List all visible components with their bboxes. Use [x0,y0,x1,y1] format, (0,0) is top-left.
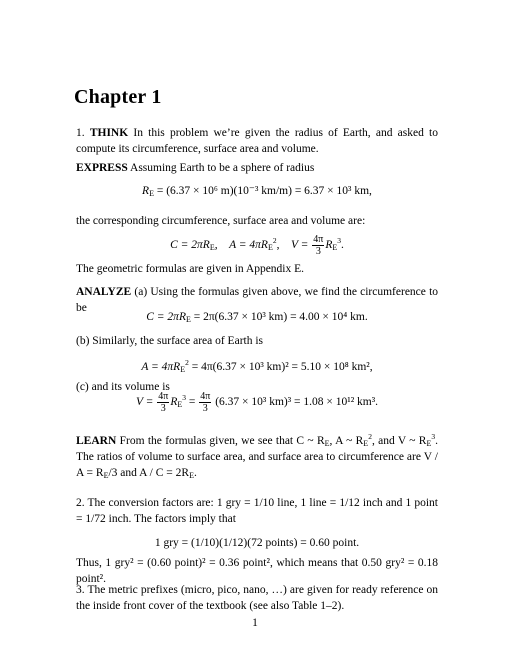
express-paragraph [76,161,438,177]
area-formula: A = 4πR [229,239,268,252]
problem-2-equation: 1 gry = (1/10)(1/12)(72 points) = 0.60 point. [154,537,360,549]
problem-2-text: 2. The conversion factors are: 1 gry = 1/10 line, 1 line = 1/12 inch and 1 point = 1/72 inch. The factors imply that [76,497,438,525]
learn-label: LEARN [76,435,117,447]
appendix-note: The geometric formulas are given in Appendix E. [76,263,305,275]
problem-2-result: Thus, 1 gry² = (0.60 point)² = 0.36 point², which means that 0.50 gry² = 0.18 point². [76,557,438,585]
radius-equation: $R_E = (6.37 \times 10^6$ m)(10⁻³ km/m) = 6.37 × 10³ km, [142,185,372,198]
part-b-text: (b) Similarly, the surface area of Earth is [76,335,264,347]
formulas-intro: the corresponding circumference, surface area and volume are: [76,215,366,227]
area-result: = 4π(6.37 × 10³ km)² = 5.10 × 10⁸ km², [191,361,373,373]
problem-1-think [76,126,438,157]
circumference-result: = 2π(6.37 × 10³ km) = 4.00 × 10⁴ km. [193,311,368,323]
think-text: In this problem we’re given the radius of Earth, and asked to compute its circumference, surface area and volume. [76,127,439,155]
area-equation: $A = 4\pi R_E^2 = 4\pi(6.37 \times 10^3$ km)² = 5.10 × 10⁸ km², [141,358,373,374]
volume-formula-lhs: V = [290,239,309,252]
circumference-formula: C = 2πR [170,239,210,252]
problem-1-number: 1. [76,127,85,139]
analyze-label: ANALYZE [76,286,132,298]
express-text: Assuming Earth to be a sphere of radius [130,162,315,174]
learn-paragraph: LEARN From the formulas given, we see that C ~ $R_E$, A ~ $R_E^2$, and V ~ $R_E^3$. The ratios of volume to surface area, and surface area to circumference are $V / A = R_E/3$ and $A / C = 2R_E$. [76,432,438,480]
problem-3-text: 3. The metric prefixes (micro, pico, nano, …) are given for ready reference on the inside front cover of the textbook (see also Table 1–2). [76,584,438,612]
think-label: THINK [89,127,129,139]
volume-result: (6.37 × 10³ km)³ = 1.08 × 10¹² km³. [215,396,379,409]
radius-equation-text: = (6.37 × 10⁶ m)(10⁻³ km/m) = 6.37 × 10³ km, [156,185,372,197]
part-c-text: (c) and its volume is [76,381,170,393]
subscript-e: E [149,189,154,198]
analyze-text: (a) Using the formulas given above, we find the circumference to be [76,286,439,314]
volume-equation: V = $\frac{4\pi}{3}$ $R_E^3$ = $\frac{4\pi}{3}$ (6.37 × 10³ km)³ = 1.08 × 10¹² km³. [135,391,379,414]
volume-fraction: $\frac{4\pi}{3}$ [313,234,324,257]
circumference-equation: $C = 2\pi R_E = 2\pi(6.37 \times 10^3$ km) = 4.00 × 10⁴ km. [146,311,368,324]
page-number: 1 [252,617,258,629]
express-label: EXPRESS [76,162,128,174]
chapter-title: Chapter 1 [74,86,162,108]
formulas-equation: $C = 2\pi R_E$, $A = 4\pi R_E^2$, V = $\frac{4\pi}{3}$ $R_E^3$. [170,234,344,257]
